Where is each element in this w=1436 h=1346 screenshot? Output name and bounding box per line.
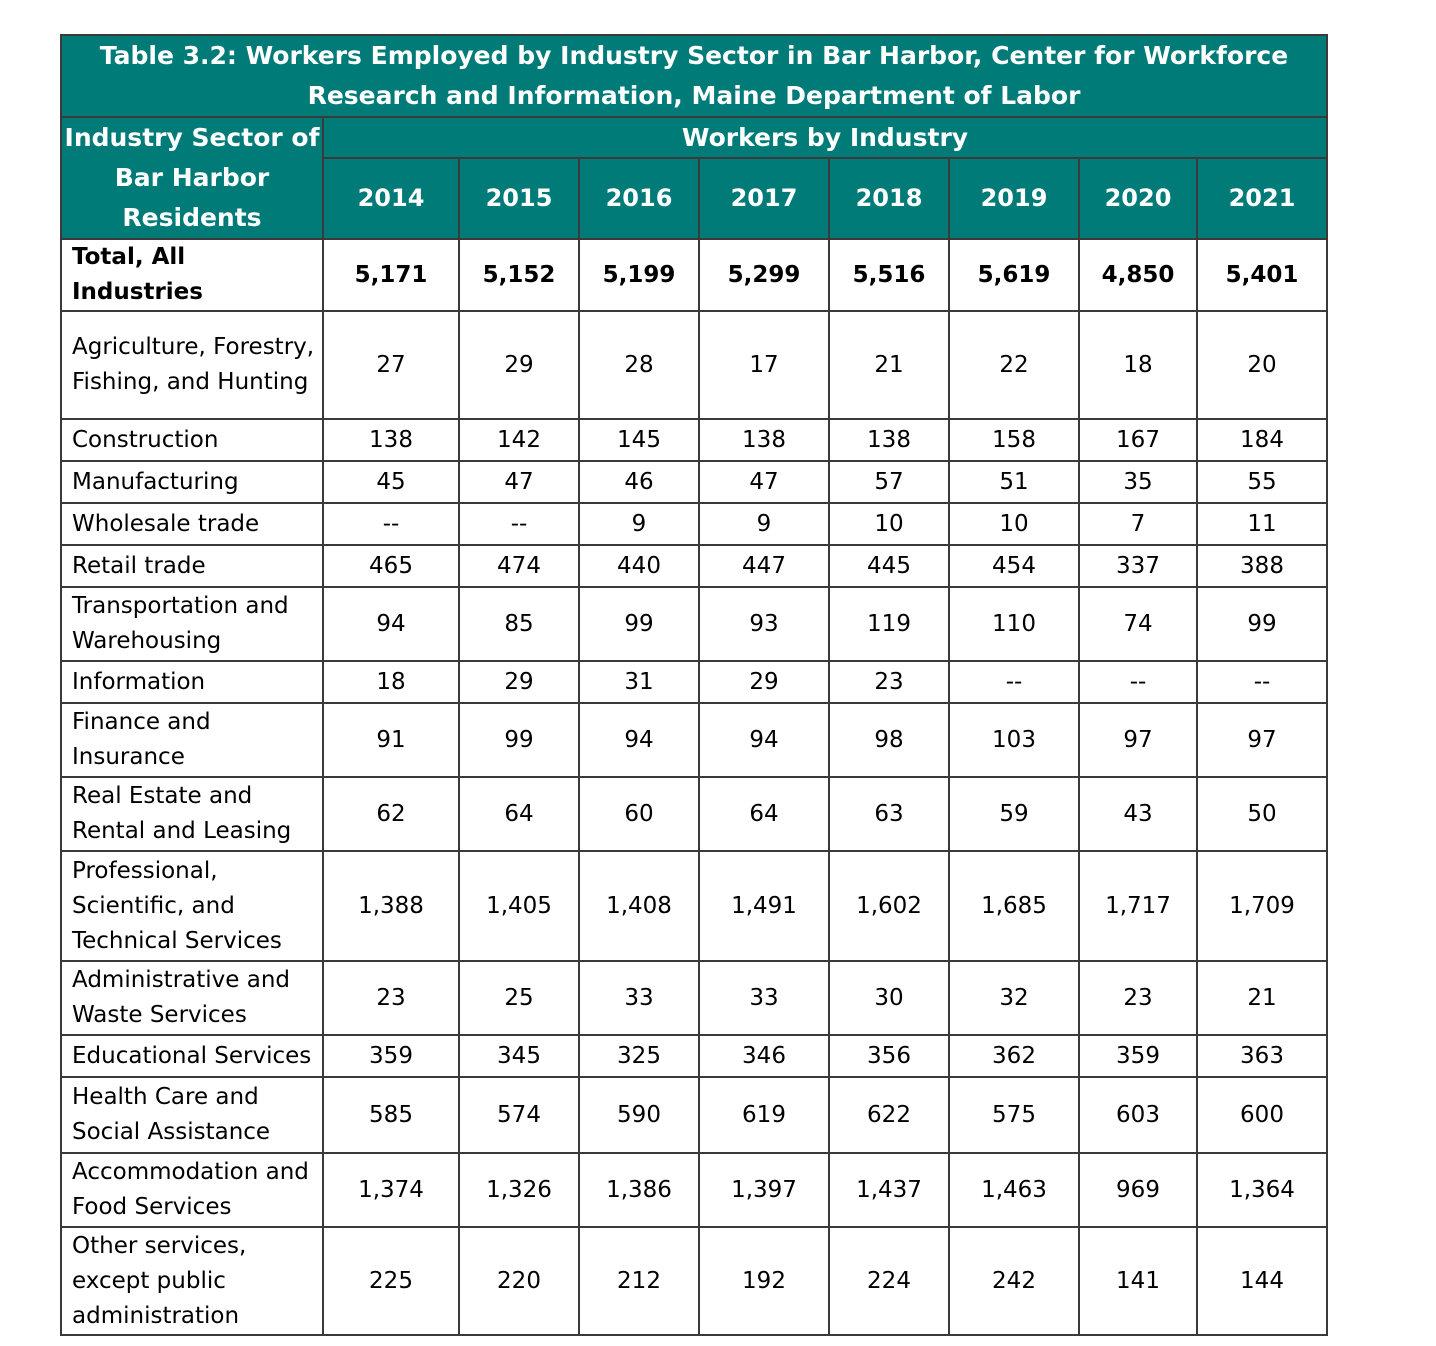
worker-count-cell: 585	[323, 1077, 459, 1153]
worker-count-cell: 55	[1197, 461, 1327, 503]
worker-count-cell: 18	[1079, 311, 1197, 419]
industry-label: Other services, except public administration	[61, 1227, 323, 1335]
worker-count-cell: 1,602	[829, 851, 949, 961]
worker-count-cell: 85	[459, 587, 579, 661]
industry-label: Total, All Industries	[61, 239, 323, 311]
worker-count-cell: 969	[1079, 1153, 1197, 1227]
worker-count-cell: 192	[699, 1227, 829, 1335]
worker-count-cell: 346	[699, 1035, 829, 1077]
worker-count-cell: 574	[459, 1077, 579, 1153]
workers-by-industry-table	[60, 34, 1328, 1336]
worker-count-cell: 51	[949, 461, 1079, 503]
worker-count-cell: 600	[1197, 1077, 1327, 1153]
year-header: 2019	[949, 158, 1079, 239]
worker-count-cell: 99	[459, 703, 579, 777]
worker-count-cell: 62	[323, 777, 459, 851]
worker-count-cell: 575	[949, 1077, 1079, 1153]
worker-count-cell: --	[1079, 661, 1197, 703]
worker-count-cell: 50	[1197, 777, 1327, 851]
worker-count-cell: 32	[949, 961, 1079, 1035]
industry-label: Finance and Insurance	[61, 703, 323, 777]
worker-count-cell: 1,685	[949, 851, 1079, 961]
worker-count-cell: 45	[323, 461, 459, 503]
year-header: 2020	[1079, 158, 1197, 239]
worker-count-cell: 5,401	[1197, 239, 1327, 311]
worker-count-cell: 9	[699, 503, 829, 545]
industry-label: Accommodation and Food Services	[61, 1153, 323, 1227]
worker-count-cell: 5,199	[579, 239, 699, 311]
worker-count-cell: 158	[949, 419, 1079, 461]
worker-count-cell: 10	[949, 503, 1079, 545]
worker-count-cell: 97	[1079, 703, 1197, 777]
worker-count-cell: 388	[1197, 545, 1327, 587]
table-row	[61, 461, 1327, 503]
worker-count-cell: --	[949, 661, 1079, 703]
worker-count-cell: 1,717	[1079, 851, 1197, 961]
worker-count-cell: 4,850	[1079, 239, 1197, 311]
worker-count-cell: 5,299	[699, 239, 829, 311]
worker-count-cell: 356	[829, 1035, 949, 1077]
table-row	[61, 419, 1327, 461]
worker-count-cell: 138	[699, 419, 829, 461]
industry-label: Manufacturing	[61, 461, 323, 503]
worker-count-cell: 63	[829, 777, 949, 851]
worker-count-cell: 1,437	[829, 1153, 949, 1227]
worker-count-cell: 17	[699, 311, 829, 419]
year-header: 2017	[699, 158, 829, 239]
sector-column-header: Industry Sector of Bar Harbor Residents	[61, 117, 323, 239]
industry-label: Transportation and Warehousing	[61, 587, 323, 661]
worker-count-cell: 220	[459, 1227, 579, 1335]
worker-count-cell: 28	[579, 311, 699, 419]
worker-count-cell: --	[1197, 661, 1327, 703]
total-row	[61, 239, 1327, 311]
worker-count-cell: 119	[829, 587, 949, 661]
industry-label: Agriculture, Forestry, Fishing, and Hunting	[61, 311, 323, 419]
worker-count-cell: 23	[1079, 961, 1197, 1035]
worker-count-cell: 145	[579, 419, 699, 461]
worker-count-cell: 5,152	[459, 239, 579, 311]
worker-count-cell: 5,619	[949, 239, 1079, 311]
industry-label: Wholesale trade	[61, 503, 323, 545]
worker-count-cell: 1,463	[949, 1153, 1079, 1227]
worker-count-cell: 1,405	[459, 851, 579, 961]
worker-count-cell: 141	[1079, 1227, 1197, 1335]
table-row	[61, 777, 1327, 851]
worker-count-cell: 325	[579, 1035, 699, 1077]
worker-count-cell: 33	[699, 961, 829, 1035]
worker-count-cell: --	[323, 503, 459, 545]
worker-count-cell: 9	[579, 503, 699, 545]
worker-count-cell: 31	[579, 661, 699, 703]
table-row	[61, 587, 1327, 661]
worker-count-cell: 142	[459, 419, 579, 461]
worker-count-cell: 1,386	[579, 1153, 699, 1227]
worker-count-cell: 337	[1079, 545, 1197, 587]
industry-label: Health Care and Social Assistance	[61, 1077, 323, 1153]
industry-label: Retail trade	[61, 545, 323, 587]
worker-count-cell: 1,364	[1197, 1153, 1327, 1227]
year-header: 2015	[459, 158, 579, 239]
worker-count-cell: 212	[579, 1227, 699, 1335]
worker-count-cell: 1,374	[323, 1153, 459, 1227]
industry-label: Professional, Scientific, and Technical Services	[61, 851, 323, 961]
worker-count-cell: 29	[459, 311, 579, 419]
year-header: 2021	[1197, 158, 1327, 239]
worker-count-cell: 99	[579, 587, 699, 661]
worker-count-cell: 359	[323, 1035, 459, 1077]
worker-count-cell: 362	[949, 1035, 1079, 1077]
worker-count-cell: 23	[829, 661, 949, 703]
year-header: 2014	[323, 158, 459, 239]
worker-count-cell: 29	[459, 661, 579, 703]
worker-count-cell: 64	[699, 777, 829, 851]
worker-count-cell: 74	[1079, 587, 1197, 661]
industry-label: Real Estate and Rental and Leasing	[61, 777, 323, 851]
worker-count-cell: 29	[699, 661, 829, 703]
worker-count-cell: 474	[459, 545, 579, 587]
table-row	[61, 311, 1327, 419]
worker-count-cell: 99	[1197, 587, 1327, 661]
year-header: 2016	[579, 158, 699, 239]
worker-count-cell: 10	[829, 503, 949, 545]
worker-count-cell: 33	[579, 961, 699, 1035]
industry-label: Information	[61, 661, 323, 703]
table-row	[61, 503, 1327, 545]
industry-label: Administrative and Waste Services	[61, 961, 323, 1035]
worker-count-cell: 35	[1079, 461, 1197, 503]
worker-count-cell: 1,709	[1197, 851, 1327, 961]
table-row	[61, 703, 1327, 777]
worker-count-cell: 60	[579, 777, 699, 851]
worker-count-cell: 46	[579, 461, 699, 503]
worker-count-cell: 59	[949, 777, 1079, 851]
worker-count-cell: 5,171	[323, 239, 459, 311]
worker-count-cell: 23	[323, 961, 459, 1035]
worker-count-cell: 359	[1079, 1035, 1197, 1077]
worker-count-cell: 1,388	[323, 851, 459, 961]
table-row	[61, 1153, 1327, 1227]
worker-count-cell: 21	[829, 311, 949, 419]
worker-count-cell: 64	[459, 777, 579, 851]
worker-count-cell: 1,397	[699, 1153, 829, 1227]
worker-count-cell: 22	[949, 311, 1079, 419]
workers-group-header: Workers by Industry	[323, 117, 1327, 158]
worker-count-cell: 20	[1197, 311, 1327, 419]
worker-count-cell: 47	[699, 461, 829, 503]
worker-count-cell: 603	[1079, 1077, 1197, 1153]
worker-count-cell: 138	[829, 419, 949, 461]
table-row	[61, 1227, 1327, 1335]
worker-count-cell: 144	[1197, 1227, 1327, 1335]
industry-label: Educational Services	[61, 1035, 323, 1077]
worker-count-cell: 138	[323, 419, 459, 461]
industry-label: Construction	[61, 419, 323, 461]
table-row	[61, 545, 1327, 587]
worker-count-cell: 167	[1079, 419, 1197, 461]
worker-count-cell: 619	[699, 1077, 829, 1153]
worker-count-cell: 103	[949, 703, 1079, 777]
worker-count-cell: 94	[579, 703, 699, 777]
worker-count-cell: 27	[323, 311, 459, 419]
worker-count-cell: 97	[1197, 703, 1327, 777]
worker-count-cell: 225	[323, 1227, 459, 1335]
worker-count-cell: 43	[1079, 777, 1197, 851]
worker-count-cell: 93	[699, 587, 829, 661]
table-row	[61, 961, 1327, 1035]
worker-count-cell: 25	[459, 961, 579, 1035]
worker-count-cell: 47	[459, 461, 579, 503]
worker-count-cell: 57	[829, 461, 949, 503]
worker-count-cell: 445	[829, 545, 949, 587]
table-row	[61, 1077, 1327, 1153]
worker-count-cell: 242	[949, 1227, 1079, 1335]
year-header: 2018	[829, 158, 949, 239]
table-row	[61, 661, 1327, 703]
table-row	[61, 851, 1327, 961]
worker-count-cell: 94	[699, 703, 829, 777]
worker-count-cell: 94	[323, 587, 459, 661]
worker-count-cell: 590	[579, 1077, 699, 1153]
worker-count-cell: 184	[1197, 419, 1327, 461]
worker-count-cell: 1,326	[459, 1153, 579, 1227]
worker-count-cell: 465	[323, 545, 459, 587]
worker-count-cell: 18	[323, 661, 459, 703]
worker-count-cell: 363	[1197, 1035, 1327, 1077]
worker-count-cell: --	[459, 503, 579, 545]
worker-count-cell: 5,516	[829, 239, 949, 311]
worker-count-cell: 345	[459, 1035, 579, 1077]
worker-count-cell: 622	[829, 1077, 949, 1153]
worker-count-cell: 447	[699, 545, 829, 587]
worker-count-cell: 11	[1197, 503, 1327, 545]
worker-count-cell: 21	[1197, 961, 1327, 1035]
worker-count-cell: 1,491	[699, 851, 829, 961]
worker-count-cell: 110	[949, 587, 1079, 661]
worker-count-cell: 91	[323, 703, 459, 777]
worker-count-cell: 454	[949, 545, 1079, 587]
table-row	[61, 1035, 1327, 1077]
worker-count-cell: 30	[829, 961, 949, 1035]
worker-count-cell: 1,408	[579, 851, 699, 961]
worker-count-cell: 98	[829, 703, 949, 777]
worker-count-cell: 224	[829, 1227, 949, 1335]
worker-count-cell: 7	[1079, 503, 1197, 545]
table-title: Table 3.2: Workers Employed by Industry Sector in Bar Harbor, Center for Workforce Research and Information, Maine Department of Labor	[61, 35, 1327, 117]
worker-count-cell: 440	[579, 545, 699, 587]
table-body	[61, 239, 1327, 1335]
